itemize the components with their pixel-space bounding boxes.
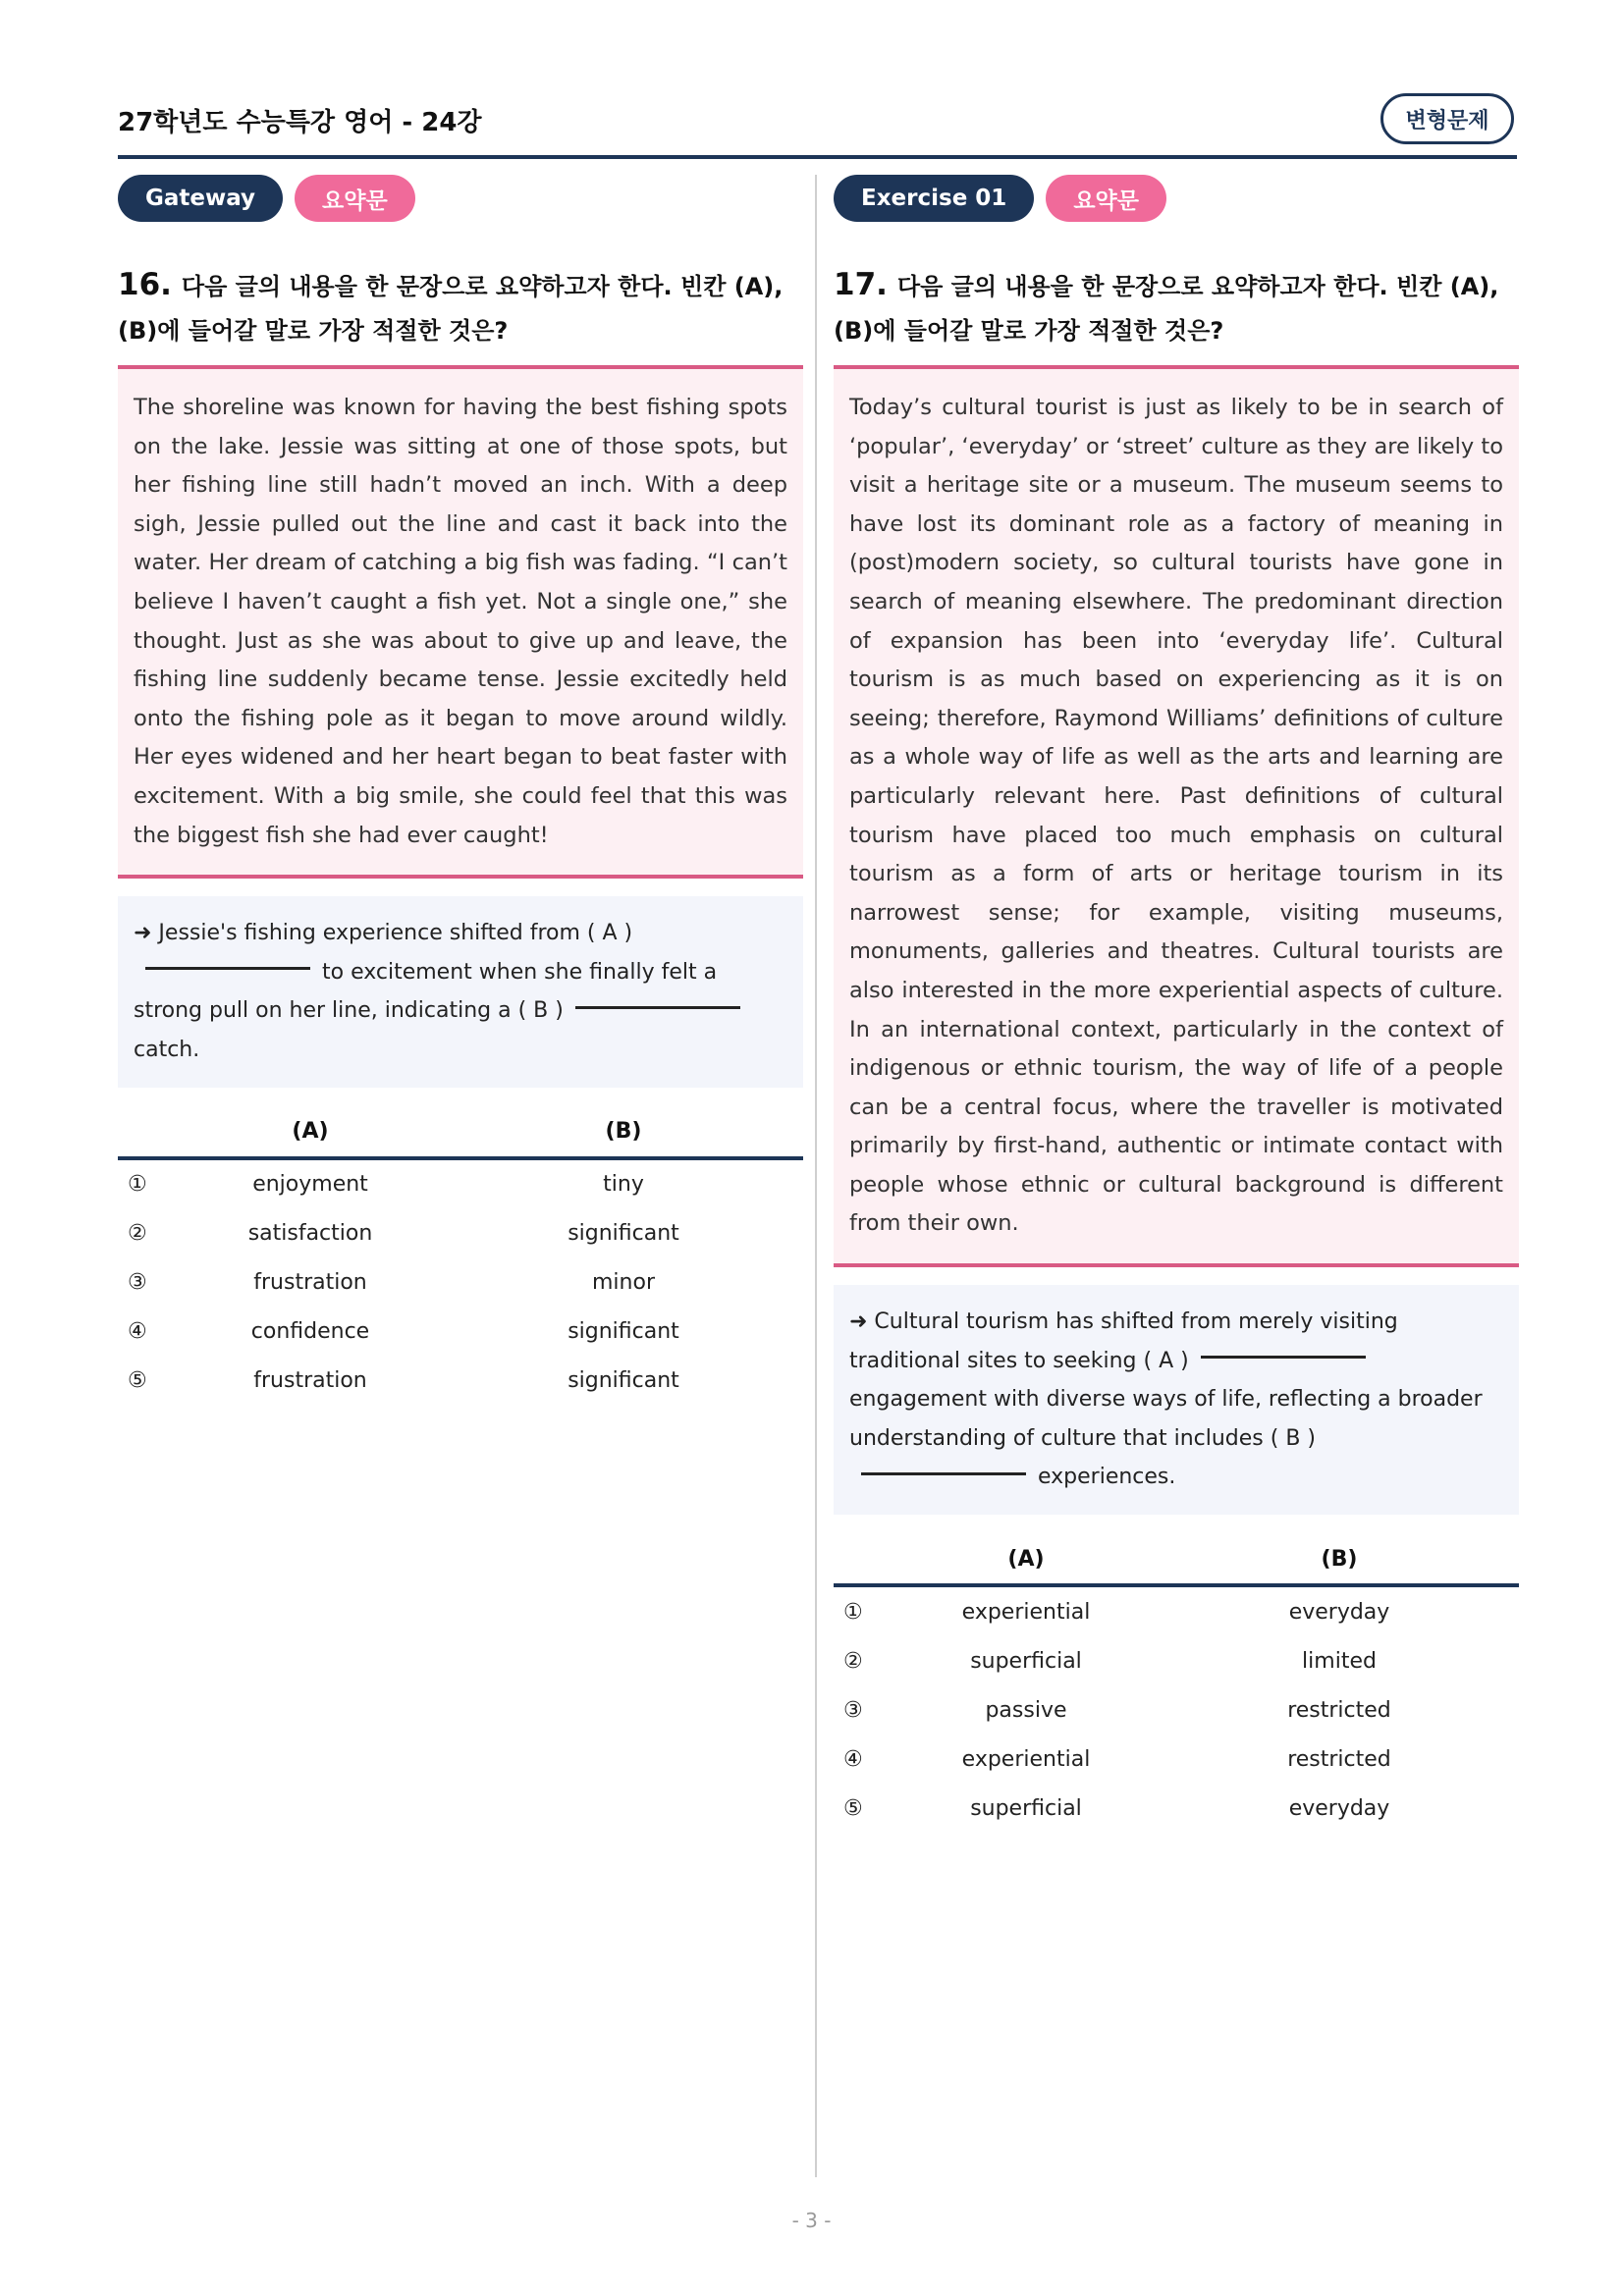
- summary-text-2: to excitement when she finally felt a strong pull on her line, indicating a ( B ): [134, 959, 718, 1024]
- tag-group: [834, 175, 1519, 224]
- blank-a: [1201, 1356, 1366, 1359]
- option-number: ③: [843, 1697, 863, 1723]
- option-row[interactable]: [834, 1784, 1519, 1833]
- summary-text-3: catch.: [134, 1037, 200, 1062]
- option-number: ①: [843, 1599, 863, 1625]
- option-a: enjoyment: [252, 1172, 368, 1197]
- summary-box: [834, 1285, 1519, 1515]
- option-a: frustration: [253, 1270, 367, 1295]
- column-divider: [815, 175, 817, 2177]
- option-b: significant: [568, 1319, 679, 1344]
- option-b: tiny: [603, 1172, 644, 1197]
- option-a: experiential: [961, 1746, 1091, 1772]
- question-prompt: [834, 263, 1519, 353]
- option-number: ⑤: [128, 1368, 147, 1393]
- header-a: (A): [292, 1119, 329, 1144]
- question-text: 다음 글의 내용을 한 문장으로 요약하고자 한다. 빈칸 (A), (B)에 들어갈 말로 가장 적절한 것은?: [118, 273, 784, 345]
- option-row[interactable]: [834, 1735, 1519, 1784]
- option-a: confidence: [250, 1319, 370, 1344]
- option-row[interactable]: [834, 1685, 1519, 1735]
- passage: Today’s cultural tourist is just as likely to be in search of ‘popular’, ‘everyday’ or ‘street’ culture as they are likely to visit a heritage site or a museum. The museum seems to have lost its dominant role as a factory of meaning in (post)modern society, so cultural tourists have gone in search of meaning elsewhere. The predominant direction of expansion has been into ‘everyday life’. Cultural tourism is as much based on experiencing as it is on seeing; therefore, Raymond Williams’ definitions of culture as a whole way of life as well as the arts and learning are particularly relevant here. Past definitions of cultural tourism have placed too much emphasis on cultural tourism as a form of arts or heritage tourism in its narrowest sense; for example, visiting museums, monuments, galleries and theatres. Cultural tourists are also interested in the more experiential aspects of culture. In an international context, particularly in the context of indigenous or ethnic tourism, the way of life of a people can be a central focus, where the traveller is motivated primarily by first-hand, authentic or intimate contact with people whose ethnic or cultural background is different from their own.: [834, 369, 1519, 1263]
- variant-badge: 변형문제: [1380, 93, 1514, 144]
- question-number: 16.: [118, 267, 172, 302]
- option-a: frustration: [253, 1368, 367, 1393]
- gateway-tag: Gateway: [118, 175, 283, 222]
- option-b: restricted: [1287, 1697, 1391, 1723]
- option-number: ④: [128, 1319, 147, 1344]
- option-number: ②: [843, 1648, 863, 1674]
- option-b: restricted: [1287, 1746, 1391, 1772]
- options-table: [834, 1534, 1519, 1833]
- options-header: [118, 1107, 803, 1156]
- page-number: - 3 -: [791, 2209, 832, 2232]
- option-b: significant: [568, 1368, 679, 1393]
- option-number: ③: [128, 1270, 147, 1295]
- blank-b: [861, 1472, 1026, 1475]
- question-text: 다음 글의 내용을 한 문장으로 요약하고자 한다. 빈칸 (A), (B)에 들어갈 말로 가장 적절한 것은?: [834, 273, 1499, 345]
- option-row[interactable]: [118, 1258, 803, 1308]
- exercise-tag: Exercise 01: [834, 175, 1034, 222]
- option-a: superficial: [970, 1648, 1082, 1674]
- option-a: superficial: [970, 1795, 1082, 1821]
- summary-text-1: ➜ Cultural tourism has shifted from merely visiting traditional sites to seeking ( A ): [849, 1309, 1398, 1373]
- options-header: [834, 1534, 1519, 1583]
- option-a: experiential: [961, 1599, 1091, 1625]
- passage: The shoreline was known for having the best fishing spots on the lake. Jessie was sitting at one of those spots, but her fishing line still hadn’t moved an inch. With a deep sigh, Jessie pulled out the line and cast it back into the water. Her dream of catching a big fish was fading. “I can’t believe I haven’t caught a fish yet. Not a single one,” she thought. Just as she was about to give up and leave, the fishing line suddenly became tense. Jessie excitedly held onto the fishing pole as it began to move around wildly. Her eyes widened and her heart began to beat faster with excitement. With a big smile, she could feel that this was the biggest fish she had ever caught!: [118, 369, 803, 875]
- summary-box: [118, 896, 803, 1087]
- header-divider: [118, 155, 1517, 159]
- option-a: satisfaction: [247, 1221, 373, 1246]
- option-number: ①: [128, 1172, 147, 1197]
- option-b: everyday: [1288, 1795, 1390, 1821]
- summary-type-tag: 요약문: [1046, 175, 1166, 222]
- option-row[interactable]: [118, 1308, 803, 1357]
- header-b: (B): [605, 1119, 642, 1144]
- option-row[interactable]: [834, 1636, 1519, 1685]
- option-b: everyday: [1288, 1599, 1390, 1625]
- blank-b: [575, 1006, 740, 1009]
- blank-a: [145, 967, 310, 970]
- header-title: 27학년도 수능특강 영어 - 24강: [118, 108, 482, 137]
- options-table: [118, 1107, 803, 1406]
- question-prompt: [118, 263, 803, 353]
- option-row[interactable]: [118, 1160, 803, 1209]
- option-a: passive: [985, 1697, 1067, 1723]
- left-column: [118, 175, 803, 1406]
- option-b: significant: [568, 1221, 679, 1246]
- summary-type-tag: 요약문: [295, 175, 415, 222]
- option-number: ⑤: [843, 1795, 863, 1821]
- option-row[interactable]: [118, 1357, 803, 1406]
- passage-divider: [118, 875, 803, 879]
- tag-group: [118, 175, 803, 224]
- summary-text-2: engagement with diverse ways of life, reflecting a broader understanding of culture that includes ( B ): [849, 1387, 1483, 1451]
- option-row[interactable]: [118, 1209, 803, 1258]
- option-row[interactable]: [834, 1587, 1519, 1636]
- summary-text-1: ➜ Jessie's fishing experience shifted from ( A ): [134, 921, 633, 946]
- option-number: ④: [843, 1746, 863, 1772]
- header-a: (A): [1007, 1546, 1045, 1572]
- summary-text-3: experiences.: [1038, 1465, 1176, 1490]
- option-b: minor: [592, 1270, 655, 1295]
- passage-divider: [834, 1263, 1519, 1267]
- right-column: [834, 175, 1519, 1833]
- question-number: 17.: [834, 267, 888, 302]
- header-b: (B): [1321, 1546, 1358, 1572]
- option-b: limited: [1302, 1648, 1377, 1674]
- option-number: ②: [128, 1221, 147, 1246]
